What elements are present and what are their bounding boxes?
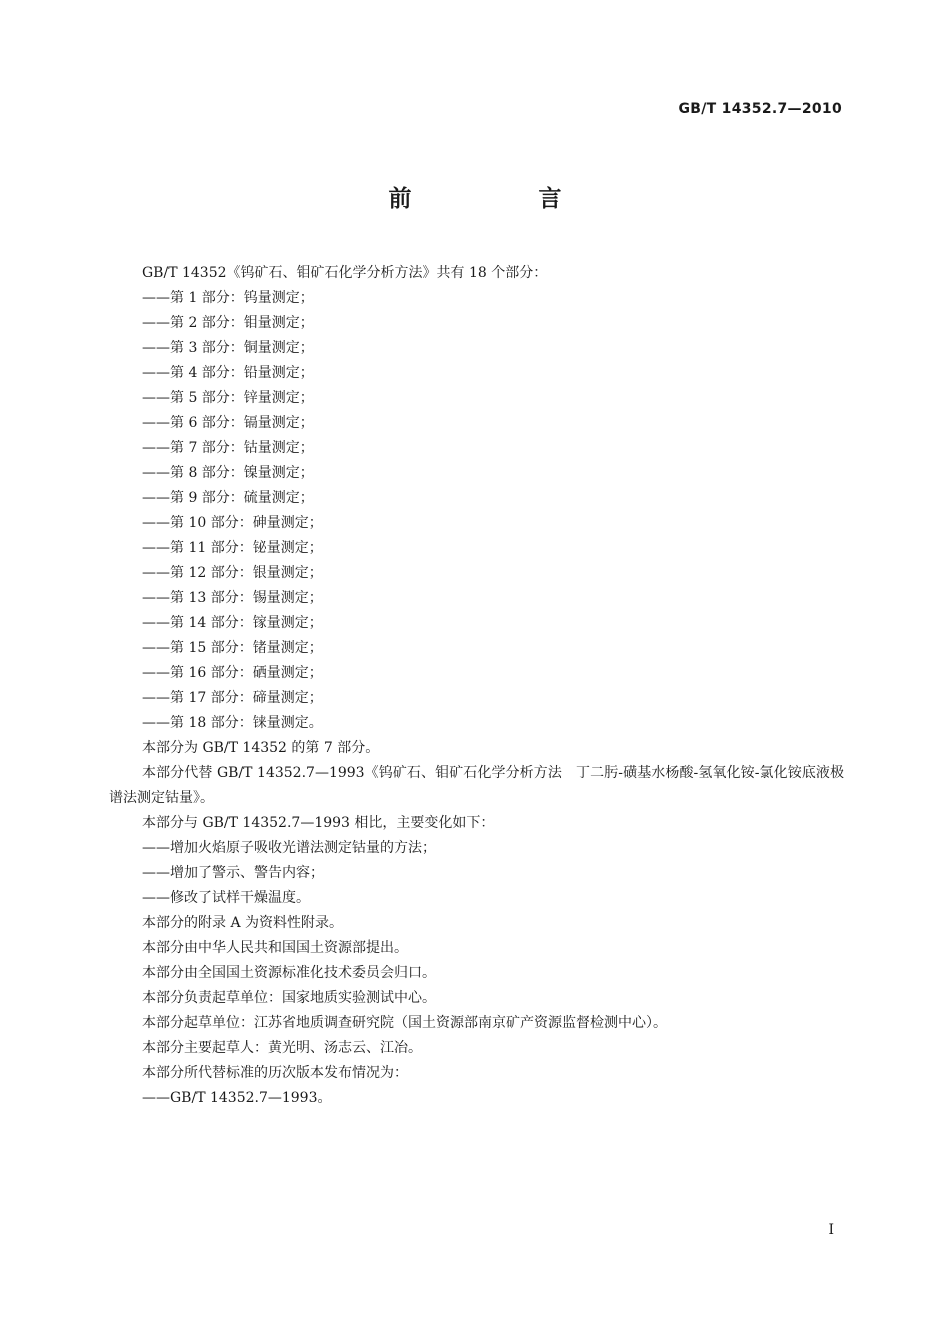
part-list-item: ——第 1 部分：钨量测定； xyxy=(142,290,314,306)
part-list-item: ——第 4 部分：铅量测定； xyxy=(142,365,314,381)
part-list-item: ——第 7 部分：钴量测定； xyxy=(142,440,314,456)
changes-intro: 本部分与 GB/T 14352.7—1993 相比，主要变化如下： xyxy=(142,815,495,831)
annex-note: 本部分的附录 A 为资料性附录。 xyxy=(142,915,344,931)
part-list-item: ——第 17 部分：碲量测定； xyxy=(142,690,323,706)
intro-line: GB/T 14352《钨矿石、钼矿石化学分析方法》共有 18 个部分： xyxy=(142,265,548,281)
part-list-item: ——第 15 部分：锗量测定； xyxy=(142,640,323,656)
history-intro: 本部分所代替标准的历次版本发布情况为： xyxy=(142,1065,408,1081)
committee-note: 本部分由全国国土资源标准化技术委员会归口。 xyxy=(142,965,436,981)
change-item: ——增加了警示、警告内容； xyxy=(142,865,324,881)
drafters-note: 本部分主要起草人：黄光明、汤志云、江冶。 xyxy=(142,1040,422,1056)
part-list-item: ——第 2 部分：钼量测定； xyxy=(142,315,314,331)
responsible-unit-note: 本部分负责起草单位：国家地质实验测试中心。 xyxy=(142,990,436,1006)
proposer-note: 本部分由中华人民共和国国土资源部提出。 xyxy=(142,940,408,956)
part-list-item: ——第 5 部分：锌量测定； xyxy=(142,390,314,406)
part-list-item: ——第 14 部分：镓量测定； xyxy=(142,615,323,631)
part-statement: 本部分为 GB/T 14352 的第 7 部分。 xyxy=(142,740,380,756)
part-list-item: ——第 8 部分：镍量测定； xyxy=(142,465,314,481)
history-item: ——GB/T 14352.7—1993。 xyxy=(142,1090,332,1106)
part-list-item: ——第 10 部分：砷量测定； xyxy=(142,515,323,531)
page-title: 前 言 xyxy=(388,186,614,212)
part-list-item: ——第 3 部分：铜量测定； xyxy=(142,340,314,356)
part-list-item: ——第 6 部分：镉量测定； xyxy=(142,415,314,431)
change-item: ——增加火焰原子吸收光谱法测定钴量的方法； xyxy=(142,840,436,856)
part-list-item: ——第 12 部分：银量测定； xyxy=(142,565,323,581)
drafting-unit-note: 本部分起草单位：江苏省地质调查研究院（国土资源部南京矿产资源监督检测中心）。 xyxy=(142,1015,667,1031)
part-list-item: ——第 9 部分：硫量测定； xyxy=(142,490,314,506)
part-list-item: ——第 13 部分：锡量测定； xyxy=(142,590,323,606)
part-list-item: ——第 16 部分：硒量测定； xyxy=(142,665,323,681)
replacement-paragraph: 本部分代替 GB/T 14352.7—1993《钨矿石、钼矿石化学分析方法 丁二肟-磺基水杨酸-氢氧化铵-氯化铵底液极谱法测定钴量》。 xyxy=(109,765,844,806)
part-list-item: ——第 18 部分：铼量测定。 xyxy=(142,715,323,731)
change-item: ——修改了试样干燥温度。 xyxy=(142,890,310,906)
part-list-item: ——第 11 部分：铋量测定； xyxy=(142,540,323,556)
page-number: I xyxy=(828,1222,834,1238)
standard-code: GB/T 14352.7—2010 xyxy=(678,101,842,117)
foreword-body xyxy=(109,261,844,1111)
